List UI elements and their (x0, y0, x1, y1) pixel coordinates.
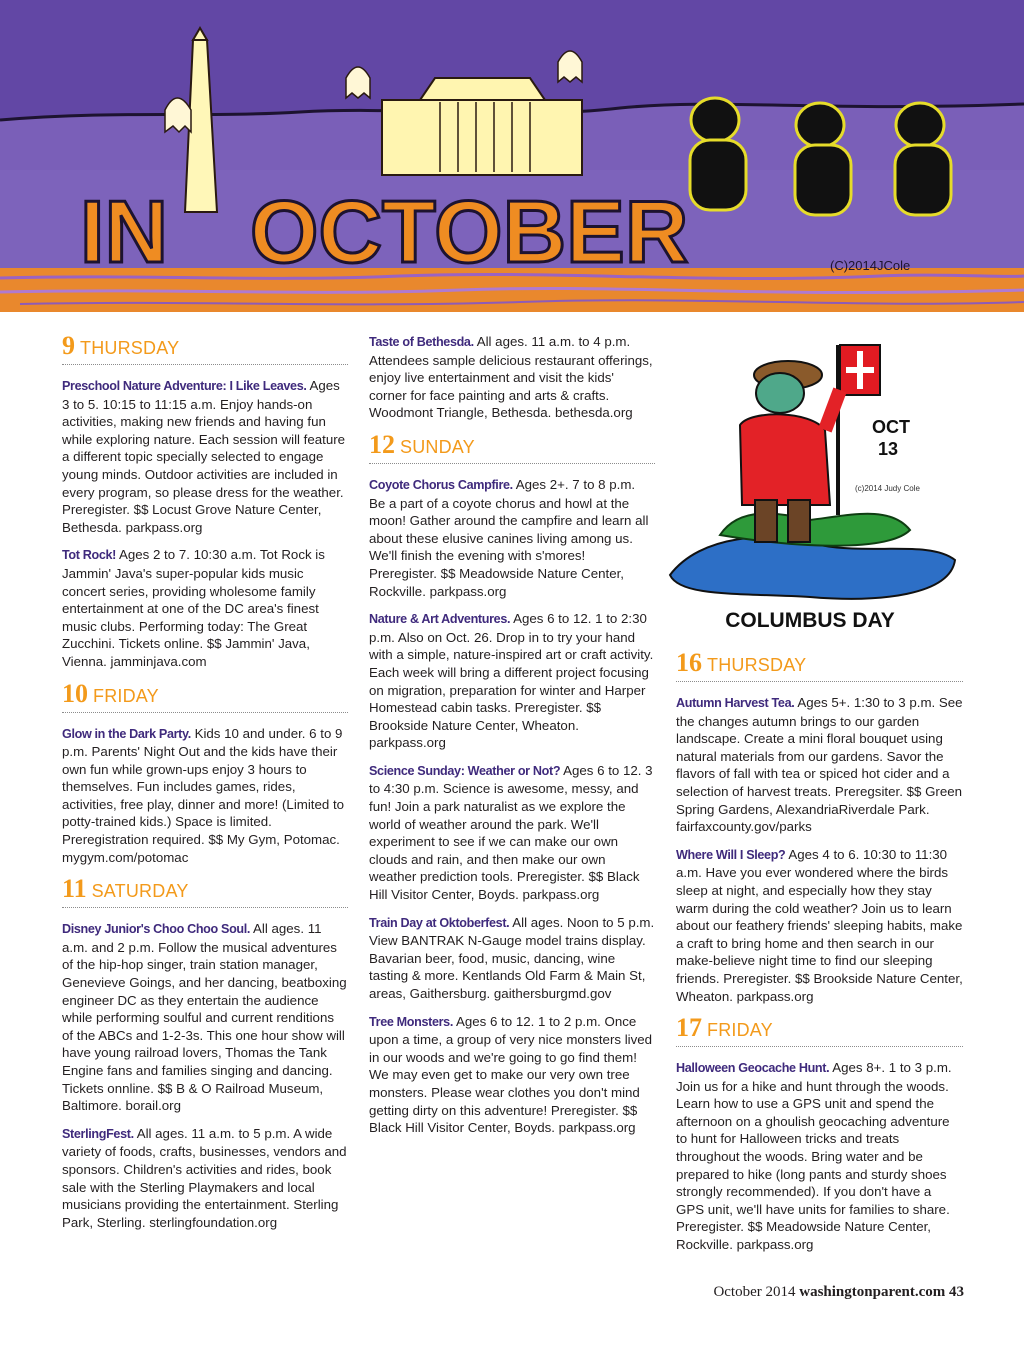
day-section (369, 429, 655, 1137)
event-title: Tree Monsters. (369, 1014, 453, 1029)
event-description: Ages 2+. 7 to 8 p.m. Be a part of a coyote chorus and howl at the moon! Gather around the campfire and learn all about these elusive canines living among us. We'll finish the evening with s'mores! Preregister. $$ Meadowside Nature Center, Rockville. parkpass.org (369, 476, 649, 599)
october-banner (0, 0, 1024, 312)
day-heading (369, 429, 655, 464)
event-listing (62, 377, 348, 536)
event-listing (62, 1125, 348, 1232)
event-description: All ages. Noon to 5 p.m. View BANTRAK N-Gauge model trains display. Bavarian beer, food, music, dancing, wine tasting & more. Kentlands Old Farm & Main St, areas, Gaithersburg. gaithersburgmd.gov (369, 914, 655, 1001)
day-section (62, 333, 348, 671)
footer-page-number: 43 (945, 1284, 964, 1300)
event-title: Preschool Nature Adventure: I Like Leaves. (62, 379, 307, 393)
event-description: All ages. 11 a.m. to 5 p.m. A wide variety of foods, crafts, businesses, vendors and sponsors. Children's activities and rides, book sale with the Sterling Playmakers and local musicians providing the entertainment. Sterling Park, Sterling. sterlingfoundation.org (62, 1125, 347, 1230)
day-weekday: FRIDAY (707, 1020, 773, 1041)
event-description: Ages 2 to 7. 10:30 a.m. Tot Rock is Jammin' Java's super-popular kids music concert series, providing wholesome family entertainment at one of the DC area's finest music clubs. Performing today: The Great Zucchini. Tickets online. $$ Jammin' Java, Vienna. jamminjava.com (62, 547, 325, 669)
columbus-day-illustration (660, 335, 960, 635)
day-number: 10 (62, 678, 88, 708)
event-description: All ages. 11 a.m. and 2 p.m. Follow the musical adventures of the hip-hop singer, train station manager, Genevieve Goings, and her dancing, beatboxing engineer DC as they entertain the audience while performing soulful and current renditions of the ABCs and 1-2-3s. This one hour show will have young railroad lovers, Thomas the Tank Engine fans and families singing and dancing. Tickets onnline. $$ B & O Railroad Museum, Baltimore. borail.org (62, 921, 347, 1114)
day-section (62, 876, 348, 1231)
event-listing (676, 846, 963, 1005)
footer-date: October 2014 (713, 1284, 800, 1300)
event-description: Ages 3 to 5. 10:15 to 11:15 a.m. Enjoy hands-on activities, making new friends and having fun while exploring nature. Each session will feature a different topic specially selected to engage young minds. Outdoor activities are included in every program, so please dress for the weather. Preregister. $$ Locust Grove Nature Center, Bethesda. parkpass.org (62, 378, 346, 535)
event-listing (676, 694, 963, 836)
flag-date-day: 13 (878, 439, 899, 459)
day-weekday: SUNDAY (400, 436, 475, 457)
event-title: Nature & Art Adventures. (369, 612, 511, 627)
day-weekday: THURSDAY (80, 338, 180, 358)
event-title: Glow in the Dark Party. (62, 726, 191, 741)
banner-title-in: IN (80, 182, 168, 281)
event-title: Science Sunday: Weather or Not? (369, 763, 561, 778)
event-description: Ages 4 to 6. 10:30 to 11:30 a.m. Have you ever wondered where the birds sleep at night, and especially how they stay warm during the cold weather? Join us to learn about our feathery friends' sleeping habits, make a craft to bring home and then search in our make-believe night time to find our sleeping friends. Preregister. $$ Brookside Nature Center, Wheaton. parkpass.org (676, 846, 963, 1004)
day-heading (676, 1015, 963, 1047)
day-section (676, 650, 963, 1005)
day-number: 16 (676, 648, 702, 677)
event-description: Ages 6 to 12. 1 to 2 p.m. Once upon a time, a group of very nice monsters lived in our woods and we're going to go find them! We may even get to make our very own tree monsters. Please wear clothes you don't mind getting dirty on this adventure! Preregister. $$ Black Hill Visitor Center, Boyds. parkpass.org (369, 1013, 653, 1136)
event-title: Train Day at Oktoberfest. (369, 915, 510, 930)
event-listing (369, 914, 655, 1003)
event-listing (676, 1059, 963, 1254)
column-1 (62, 333, 348, 1241)
column-2 (369, 333, 655, 1147)
event-title: Autumn Harvest Tea. (676, 696, 795, 710)
event-listing (62, 546, 348, 670)
day-number: 17 (676, 1013, 702, 1043)
event-description: Ages 6 to 12. 1 to 2:30 p.m. Also on Oct. 26. Drop in to try your hand with a simple, nature-inspired art or craft activity. Each week will bring a different project focusing on migration, preparation for winter and Harper Homestead cabin tasks. Preregister. $$ Brookside Nature Center, Wheaton. parkpass.org (369, 611, 654, 751)
banner-title-october: OCTOBER (250, 182, 689, 281)
event-description: Ages 6 to 12. 3 to 4:30 p.m. Science is awesome, messy, and fun! Join a park naturalist as we explore the world of weather around the park. We'll experiment to see if we can make our own clouds and rain, and then make our own weather prediction tools. Preregister. $$ Black Hill Visitor Center, Boyds. parkpass.org (369, 762, 653, 903)
event-title: Where Will I Sleep? (676, 847, 786, 862)
event-listing (62, 920, 348, 1115)
event-listing (369, 333, 655, 422)
event-title: Disney Junior's Choo Choo Soul. (62, 922, 251, 937)
event-listing (62, 725, 348, 867)
day-weekday: FRIDAY (93, 685, 159, 706)
day-heading (62, 876, 348, 908)
event-description: Ages 5+. 1:30 to 3 p.m. See the changes autumn brings to our garden landscape. Create a mini floral bouquet using natural materials from our gardens. Savor the flavors of fall with tea or spiced hot cider and a selection of harvest treats. Preregsiter. $$ Green Spring Gardens, AlexandriaRiverdale Park. fairfaxcounty.gov/parks (676, 695, 963, 835)
day-heading (676, 650, 963, 682)
day-heading (62, 678, 348, 713)
day-number: 12 (369, 429, 395, 459)
day-section (676, 1015, 963, 1254)
event-listing (369, 762, 655, 904)
event-listing (369, 1013, 655, 1137)
event-title: Tot Rock! (62, 548, 116, 563)
event-listing (369, 476, 655, 600)
day-number: 11 (62, 874, 87, 904)
day-section (369, 333, 655, 422)
day-number: 9 (62, 331, 75, 360)
event-description: All ages. 11 a.m. to 4 p.m. Attendees sample delicious restaurant offerings, enjoy live entertainment and visit the kids' corner for face painting and arts & crafts. Woodmont Triangle, Bethesda. bethesda.org (369, 334, 653, 421)
day-weekday: SATURDAY (91, 881, 189, 902)
event-title: SterlingFest. (62, 1126, 134, 1141)
event-title: Coyote Chorus Campfire. (369, 477, 513, 492)
banner-copyright: (C)2014JCole (830, 258, 911, 273)
event-title: Halloween Geocache Hunt. (676, 1061, 830, 1076)
column-3 (676, 650, 963, 1264)
event-title: Taste of Bethesda. (369, 335, 474, 349)
event-listing (369, 610, 655, 752)
flag-date-month: OCT (872, 417, 910, 437)
illustration-caption: COLUMBUS DAY (725, 609, 895, 632)
event-description: Ages 8+. 1 to 3 p.m. Join us for a hike and hunt through the woods. Learn how to use a GPS unit and spend the afternoon on a ghoulish geocaching adventure to hunt for Halloween tricks and treats throughout the woods. Bring water and be prepared to hike (long pants and sturdy shoes strongly recommended). If you don't have a GPS unit, we'll have units for families to share. Preregister. $$ Meadowside Nature Center, Rockville. parkpass.org (676, 1060, 952, 1253)
page-footer (672, 1284, 964, 1301)
illustration-signature: (c)2014 Judy Cole (855, 484, 920, 493)
day-heading (62, 333, 348, 365)
day-section (62, 678, 348, 867)
footer-site-link[interactable]: washingtonparent.com (799, 1284, 946, 1300)
day-weekday: THURSDAY (707, 655, 807, 675)
event-description: Kids 10 and under. 6 to 9 p.m. Parents' Night Out and the kids have their own fun while grown-ups enjoy 3 hours to themselves. Fun includes games, rides, activities, free play, dinner and more! (Limited to potty-trained kids.) Space is limited. Preregistration required. $$ My Gym, Potomac. mygym.com/potomac (62, 725, 345, 865)
